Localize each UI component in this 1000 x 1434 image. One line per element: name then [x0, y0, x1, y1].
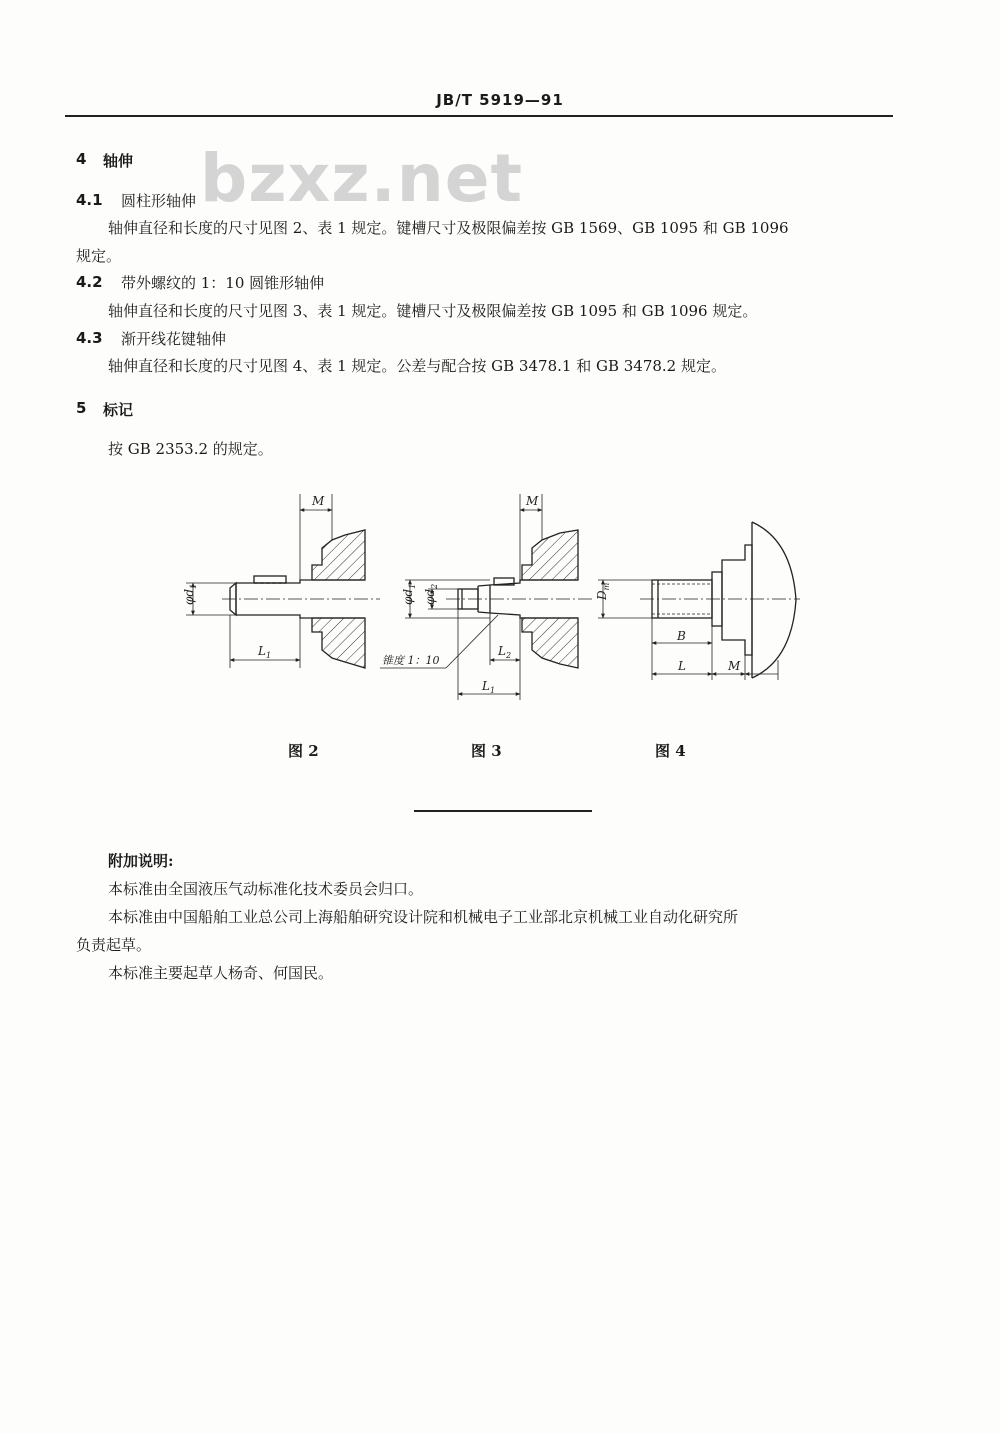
figure-4-drawing	[598, 522, 800, 680]
fig2-label-L: $L_1$	[258, 644, 272, 660]
section-4-2-body: 轴伸直径和长度的尺寸见图 3、表 1 规定。键槽尺寸及极限偏差按 GB 1095 和 GB 1096 规定。	[108, 302, 758, 320]
figure-3-caption: 图 3	[471, 742, 502, 760]
section-5-number: 5	[76, 399, 87, 417]
fig4-label-D: $D_m$	[595, 582, 611, 600]
fig3-label-d2: $\varphi d_2$	[423, 583, 439, 605]
section-4-3-title: 渐开线花键轴伸	[121, 330, 227, 348]
appendix-title: 附加说明:	[108, 852, 174, 870]
section-4-1-body-line2: 规定。	[76, 247, 122, 265]
appendix-p1: 本标准由全国液压气动标准化技术委员会归口。	[108, 880, 424, 898]
fig3-label-M: M	[526, 494, 539, 508]
appendix-p2-line1: 本标准由中国船舶工业总公司上海船舶研究设计院和机械电子工业部北京机械工业自动化研究所	[108, 908, 739, 926]
section-4-2-title: 带外螺纹的 1：10 圆锥形轴伸	[121, 274, 325, 292]
fig4-label-L: L	[678, 659, 686, 673]
section-5-body: 按 GB 2353.2 的规定。	[108, 440, 273, 458]
fig2-label-M: M	[312, 494, 325, 508]
section-4-3-body: 轴伸直径和长度的尺寸见图 4、表 1 规定。公差与配合按 GB 3478.1 和 GB 3478.2 规定。	[108, 357, 726, 375]
section-4-number: 4	[76, 150, 87, 168]
header-title: JB/T 5919—91	[436, 91, 564, 109]
appendix-p2-line2: 负责起草。	[76, 936, 152, 954]
section-4-1-number: 4.1	[76, 191, 103, 209]
fig2-label-d: $\varphi d_1$	[182, 583, 198, 605]
fig4-label-B: B	[677, 629, 686, 643]
appendix-p3: 本标准主要起草人杨奇、何国民。	[108, 964, 334, 982]
fig4-label-M: M	[728, 659, 741, 673]
section-4-1-body-line1: 轴伸直径和长度的尺寸见图 2、表 1 规定。键槽尺寸及极限偏差按 GB 1569、GB 1095 和 GB 1096	[108, 219, 789, 237]
section-4-2-number: 4.2	[76, 273, 103, 291]
fig3-label-L2: $L_2$	[498, 644, 512, 660]
section-4-3-number: 4.3	[76, 329, 103, 347]
section-5-title: 标记	[103, 401, 134, 419]
header-rule	[65, 115, 893, 117]
figure-2-caption: 图 2	[288, 742, 319, 760]
fig3-taper-label: 锥度 1：10	[382, 654, 440, 667]
figure-4-caption: 图 4	[655, 742, 686, 760]
fig3-label-d1: $\varphi d_1$	[401, 583, 417, 605]
watermark: bzxz.net	[200, 140, 524, 217]
section-4-1-title: 圆柱形轴伸	[121, 192, 197, 210]
section-4-title: 轴伸	[103, 152, 134, 170]
figures-drawing	[0, 480, 1000, 720]
figure-2-drawing	[186, 494, 380, 668]
separator-rule	[414, 810, 592, 812]
fig3-label-L1: $L_1$	[482, 679, 496, 695]
